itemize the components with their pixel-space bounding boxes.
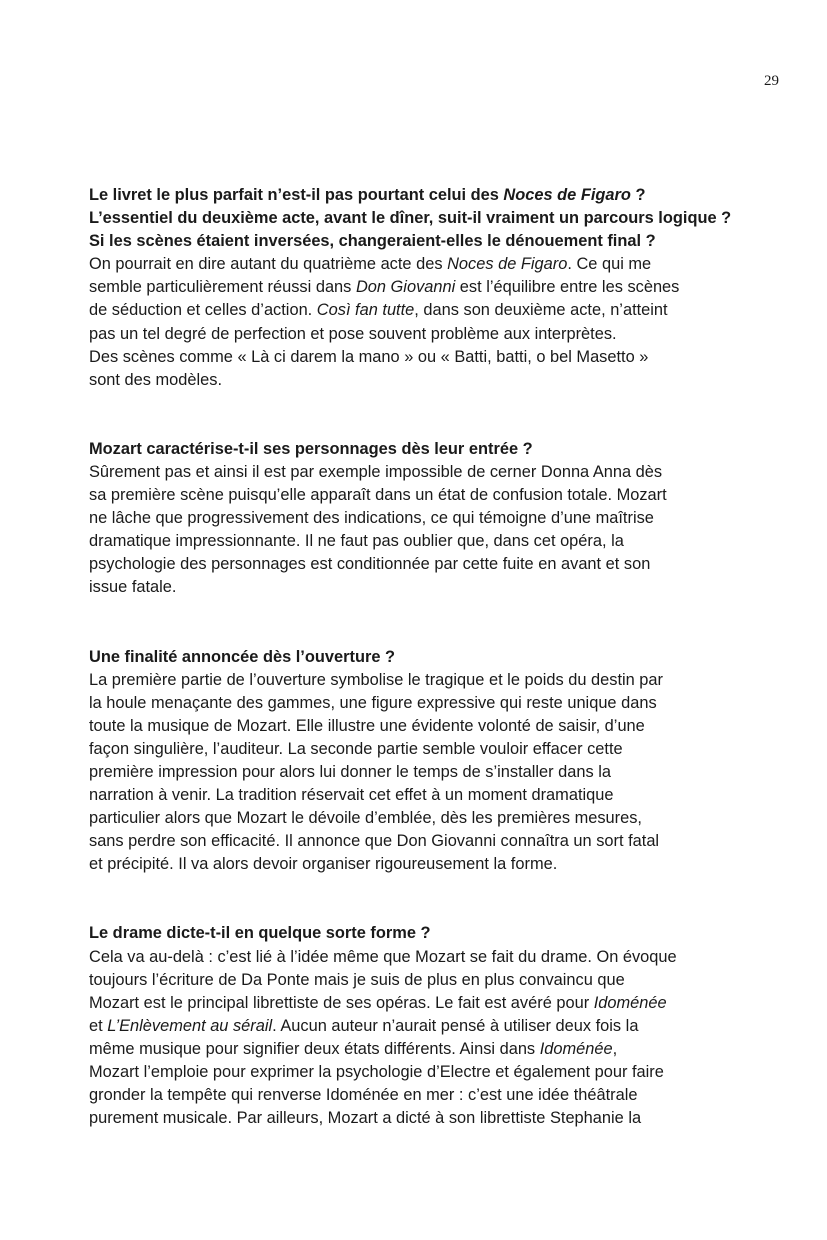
answer-line: même musique pour signifier deux états différents. Ainsi dans Idoménée, xyxy=(89,1039,618,1058)
answer-line: On pourrait en dire autant du quatrième acte des Noces de Figaro. Ce qui me xyxy=(89,255,652,274)
answer-line: de séduction et celles d’action. Così fan tutte, dans son deuxième acte, n’atteint xyxy=(89,301,668,320)
answer-line: dramatique impressionnante. Il ne faut pas oublier que, dans cet opéra, la xyxy=(89,532,624,551)
interview-question xyxy=(89,922,749,945)
answer-line: Cela va au-delà : c’est lié à l’idée même que Mozart se fait du drame. On évoque xyxy=(89,947,677,966)
answer-paragraph xyxy=(89,946,749,1131)
question-line: Le livret le plus parfait n’est-il pas pourtant celui des Noces de Figaro ? xyxy=(89,186,646,204)
italic-title: Noces de Figaro xyxy=(503,186,631,204)
answer-paragraph xyxy=(89,461,749,600)
answer-line: toujours l’écriture de Da Ponte mais je suis de plus en plus convaincu que xyxy=(89,970,625,989)
interview-question xyxy=(89,646,749,669)
answer-line: toute la musique de Mozart. Elle illustre une évidente volonté de saisir, d’une xyxy=(89,716,645,735)
answer-line: Des scènes comme « Là ci darem la mano » ou « Batti, batti, o bel Masetto » xyxy=(89,347,649,366)
answer-line: psychologie des personnages est conditionnée par cette fuite en avant et son xyxy=(89,555,651,574)
italic-title: Noces de Figaro xyxy=(447,255,568,274)
answer-line: gronder la tempête qui renverse Idoménée en mer : c’est une idée théâtrale xyxy=(89,1086,638,1105)
question-line: Mozart caractérise-t-il ses personnages dès leur entrée ? xyxy=(89,439,533,458)
answer-line: ne lâche que progressivement des indications, ce qui témoigne d’une maîtrise xyxy=(89,509,654,528)
answer-line: sans perdre son efficacité. Il annonce que Don Giovanni connaîtra un sort fatal xyxy=(89,832,660,851)
interview-question xyxy=(89,438,749,461)
answer-line: façon singulière, l’auditeur. La seconde partie semble vouloir effacer cette xyxy=(89,739,623,758)
answer-line: issue fatale. xyxy=(89,578,177,597)
interview-answer xyxy=(89,253,749,392)
italic-title: Così fan tutte xyxy=(316,301,415,320)
question-line: Si les scènes étaient inversées, changeraient-elles le dénouement final ? xyxy=(89,232,656,251)
interview-section xyxy=(89,922,749,1130)
question-line: Une finalité annoncée dès l’ouverture ? xyxy=(89,647,396,666)
page-number: 29 xyxy=(764,73,779,89)
answer-paragraph xyxy=(89,346,749,392)
answer-line: semble particulièrement réussi dans Don Giovanni est l’équilibre entre les scènes xyxy=(89,278,680,297)
interview-section xyxy=(89,438,749,600)
interview-answer xyxy=(89,946,749,1131)
answer-line: narration à venir. La tradition réservait cet effet à un moment dramatique xyxy=(89,786,614,805)
interview-section xyxy=(89,184,749,392)
italic-title: Idoménée xyxy=(539,1039,613,1058)
answer-line: et précipité. Il va alors devoir organiser rigoureusement la forme. xyxy=(89,855,558,874)
answer-line: la houle menaçante des gammes, une figure expressive qui reste unique dans xyxy=(89,693,657,712)
italic-title: L’Enlèvement au sérail xyxy=(107,1016,273,1035)
answer-paragraph xyxy=(89,253,749,345)
interview-answer xyxy=(89,461,749,600)
italic-title: Idoménée xyxy=(593,993,667,1012)
question-line: Le drame dicte-t-il en quelque sorte forme ? xyxy=(89,924,431,943)
question-line: L’essentiel du deuxième acte, avant le dîner, suit-il vraiment un parcours logique ? xyxy=(89,209,732,228)
answer-line: Mozart l’emploie pour exprimer la psychologie d’Electre et également pour faire xyxy=(89,1063,664,1081)
interview-answer xyxy=(89,669,749,877)
answer-line: La première partie de l’ouverture symbolise le tragique et le poids du destin par xyxy=(89,670,663,689)
italic-title: Don Giovanni xyxy=(355,278,456,297)
document-body xyxy=(89,184,749,1130)
answer-line: et L’Enlèvement au sérail. Aucun auteur n’aurait pensé à utiliser deux fois la xyxy=(89,1016,639,1035)
interview-section xyxy=(89,646,749,877)
answer-line: pas un tel degré de perfection et pose souvent problème aux interprètes. xyxy=(89,324,617,343)
answer-line: Mozart est le principal librettiste de ses opéras. Le fait est avéré pour Idoménée xyxy=(89,993,667,1012)
answer-line: première impression pour alors lui donner le temps de s’installer dans la xyxy=(89,762,612,781)
interview-question xyxy=(89,184,749,253)
answer-line: sont des modèles. xyxy=(89,370,223,389)
answer-line: particulier alors que Mozart le dévoile d’emblée, dès les premières mesures, xyxy=(89,809,642,828)
answer-line: sa première scène puisqu’elle apparaît dans un état de confusion totale. Mozart xyxy=(89,486,667,505)
answer-line: Sûrement pas et ainsi il est par exemple impossible de cerner Donna Anna dès xyxy=(89,462,663,481)
answer-paragraph xyxy=(89,669,749,877)
answer-line: purement musicale. Par ailleurs, Mozart a dicté à son librettiste Stephanie la xyxy=(89,1109,642,1128)
